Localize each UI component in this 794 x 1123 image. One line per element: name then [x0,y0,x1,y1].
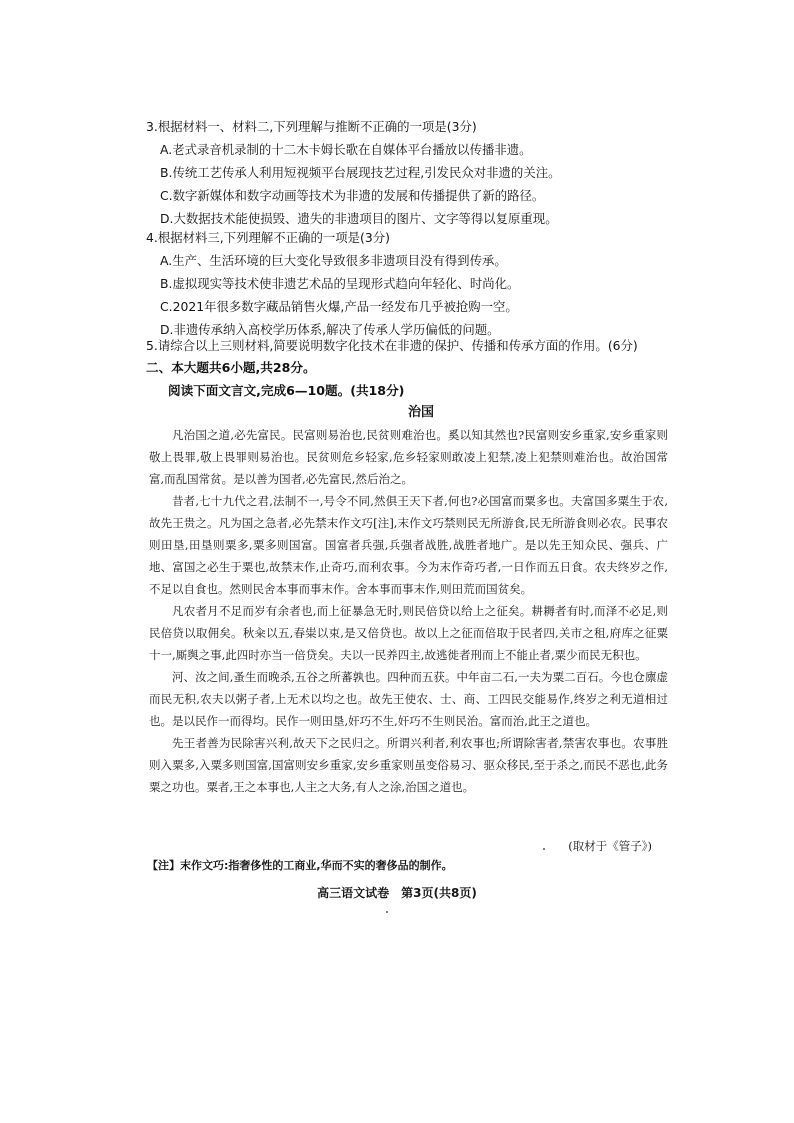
passage-paragraph: 先王者善为民除害兴利,故天下之民归之。所谓兴利者,利农事也;所谓除害者,禁害农事也。农事胜则入粟多,入粟多则国富,国富则安乡重家,安乡重家则虽变俗易习、驱众移民,至于杀之,而民不恶也,此务粟之功也。粟者,王之本事也,人主之大务,有人之涂,治国之道也。 [149,736,668,794]
passage-source: (取材于《管子》) [568,839,652,853]
question-stem: 3.根据材料一、材料二,下列理解与推断不正确的一项是(3分) [146,119,477,134]
page-footer: 高三语文试卷 第3页(共8页) [317,886,477,900]
passage-title: 治国 [407,405,434,420]
passage-paragraph: 昔者,七十九代之君,法制不一,号令不同,然俱王天下者,何也?必国富而粟多也。夫富国多粟生于农,故先王贵之。凡为国之急者,必先禁末作文巧[注],末作文巧禁则民无所游食,民无所游食则必农。民事农则田垦,田垦则粟多,粟多则国富。国富者兵强,兵强者战胜,战胜者地广。是以先王知众民、强兵、广地、富国之必生于粟也,故禁末作,止奇巧,而利农事。今为末作奇巧者,一日作而五日食。农夫终岁之作,不足以自食也。然则民舍本事而事末作。舍本事而事末作,则田荒而国贫矣。 [149,494,668,596]
section-heading: 二、本大题共6小题,共28分。 [146,360,316,375]
option-d: D.非遗传承纳入高校学历体系,解决了传承人学历偏低的问题。 [160,322,500,338]
section-two [0,356,794,402]
passage-paragraph: 河、汝之间,蚤生而晚杀,五谷之所蕃孰也。四种而五获。中年亩二石,一夫为粟二百石。今也仓廪虚而民无积,农夫以粥子者,上无术以均之也。故先王使农、士、商、工四民交能易作,终岁之利无道相过也。是以民作一而得均。民作一则田垦,奸巧不生,奸巧不生则民治。富而治,此王之道也。 [149,670,668,728]
section-instruction: 阅读下面文言文,完成6—10题。(共18分) [168,383,405,398]
option-c: C.数字新媒体和数字动画等技术为非遗的发展和传播提供了新的路径。 [160,188,545,204]
scan-speck [386,911,388,913]
passage-paragraph: 凡农者月不足而岁有余者也,而上征暴急无时,则民倍贷以给上之征矣。耕耨者有时,而泽不必足,则民倍贷以取佣矣。秋籴以五,春粜以束,是又倍贷也。故以上之征而倍取于民者四,关市之租,府库之征粟十一,厮舆之事,此四时亦当一倍贷矣。夫以一民养四主,故逃徙者刑而上不能止者,粟少而民无积也。 [149,604,668,662]
question-stem: 5.请综合以上三则材料,简要说明数字化技术在非遗的保护、传播和传承方面的作用。(6分) [146,338,638,353]
option-b: B.虚拟现实等技术使非遗艺术品的呈现形式趋向年轻化、时尚化。 [160,276,520,292]
option-d: D.大数据技术能使损毁、遗失的非遗项目的图片、文字等得以复原重现。 [160,211,558,227]
question-4 [0,226,794,341]
option-c: C.2021年很多数字藏品销售火爆,产品一经发布几乎被抢购一空。 [160,299,518,315]
passage-paragraph: 凡治国之道,必先富民。民富则易治也,民贫则难治也。奚以知其然也?民富则安乡重家,安乡重家则敬上畏罪,敬上畏罪则易治也。民贫则危乡轻家,危乡轻家则敢凌上犯禁,凌上犯禁则难治也。故治国常富,而乱国常贫。是以善为国者,必先富民,然后治之。 [149,428,668,486]
option-a: A.老式录音机录制的十二木卡姆长歌在自媒体平台播放以传播非遗。 [160,142,532,158]
option-b: B.传统工艺传承人利用短视频平台展现技艺过程,引发民众对非遗的关注。 [160,165,561,181]
question-stem: 4.根据材料三,下列理解不正确的一项是(3分) [146,230,390,245]
passage-footnote: 【注】末作文巧:指奢侈性的工商业,华而不实的奢侈品的制作。 [147,859,453,872]
question-3 [0,115,794,230]
classical-passage [149,424,668,798]
passage-title-row [0,402,794,424]
question-5 [0,334,794,357]
scan-speck [543,848,545,850]
option-a: A.生产、生活环境的巨大变化导致很多非遗项目没有得到传承。 [160,253,507,269]
